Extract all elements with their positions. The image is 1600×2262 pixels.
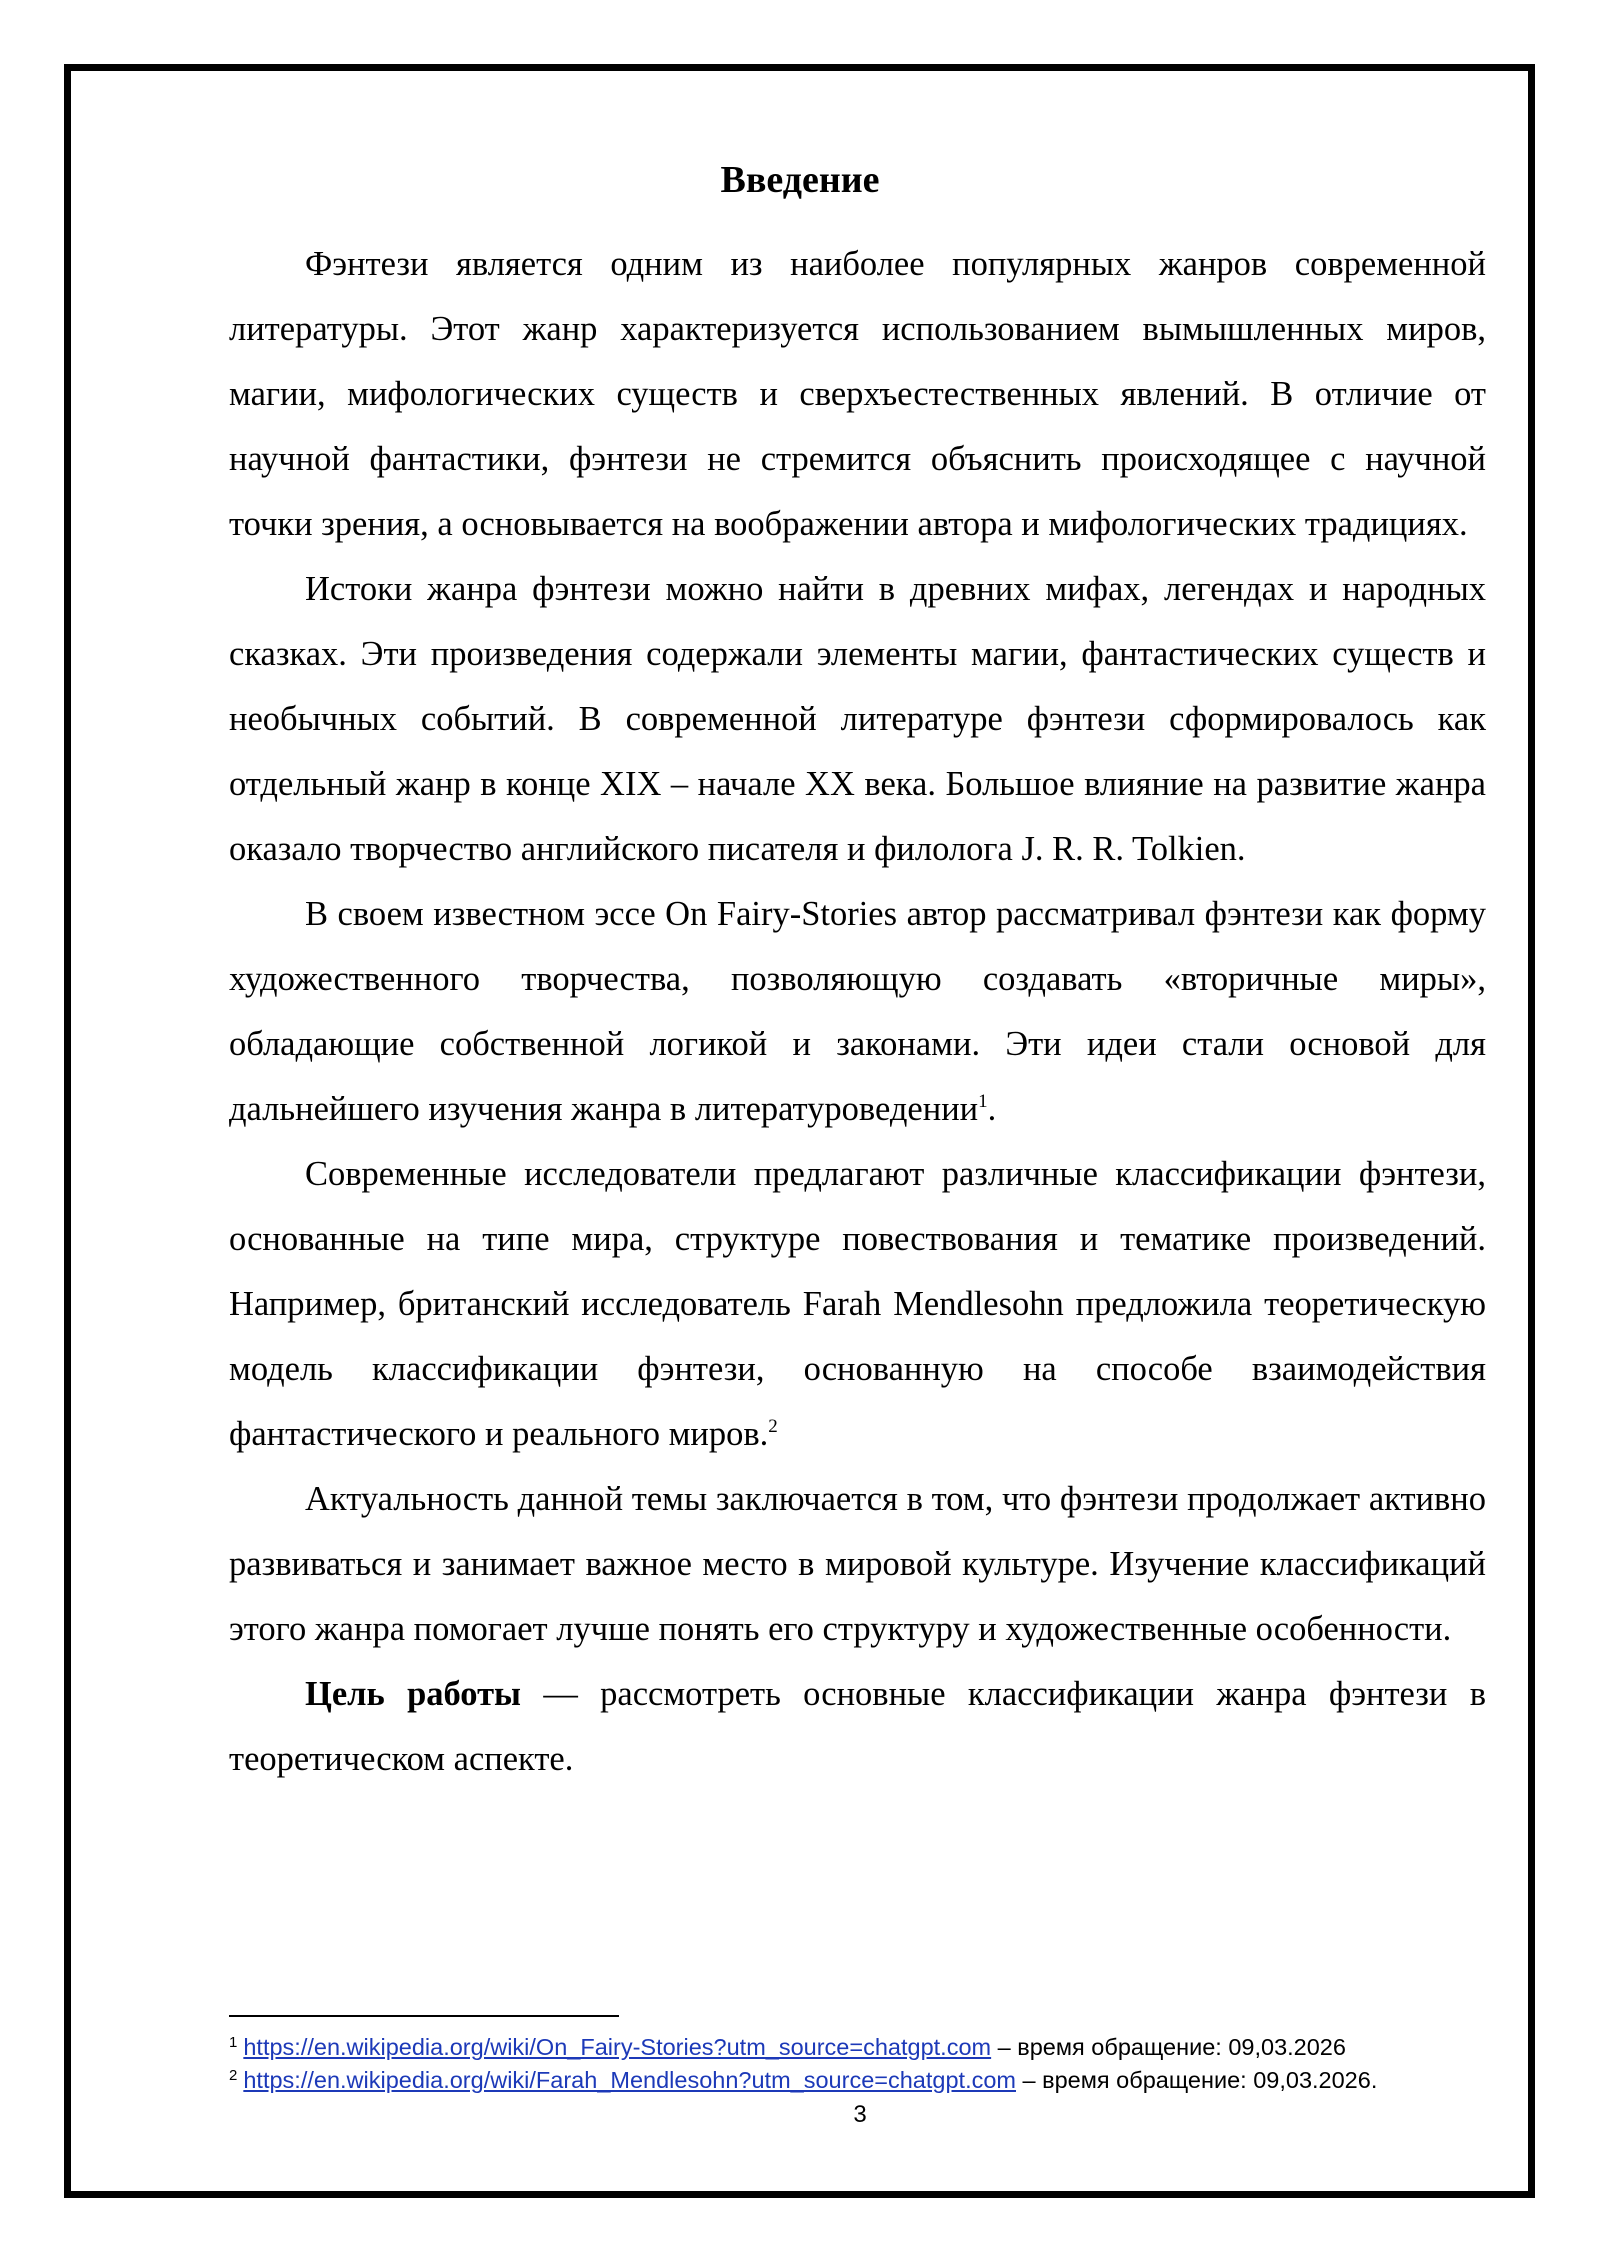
footnotes [229,2031,1559,2097]
page-title: Введение [720,159,880,201]
paragraph-3-text: В своем известном эссе On Fairy-Stories автор рассматривал фэнтези как форму художественного творчества, позволяющую создавать «вторичные миры», обладающие собственной логикой и законами. Эти идеи стали основой для дальнейшего изучения жанра в литературоведении [229,895,1486,1128]
footnote-1-mark: 1 [229,2034,238,2051]
paragraph-3-end: . [987,1090,997,1128]
paragraph-4 [229,1142,1486,1467]
footnote-1 [229,2031,1559,2064]
page-number: 3 [853,2101,867,2128]
footnote-1-link[interactable]: https://en.wikipedia.org/wiki/On_Fairy-Stories?utm_source=chatgpt.com [243,2034,992,2060]
paragraph-2-text: Истоки жанра фэнтези можно найти в древних мифах, легендах и народных сказках. Эти произведения содержали элементы магии, фантастических существ и необычных событий. В современной литературе фэнтези сформировалось как отдельный жанр в конце XIX – начале XX века. Большое влияние на развитие жанра оказало творчество английского писателя и филолога J. R. R. Tolkien. [229,570,1486,868]
goal-text: — рассмотреть основные классификации жанра фэнтези в теоретическом аспекте. [229,1675,1486,1778]
paragraph-1-text: Фэнтези является одним из наиболее популярных жанров современной литературы. Этот жанр характеризуется использованием вымышленных миров, магии, мифологических существ и сверхъестественных явлений. В отличие от научной фантастики, фэнтези не стремится объяснить происходящее с научной точки зрения, а основывается на воображении автора и мифологических традициях. [229,245,1486,543]
goal-paragraph [229,1662,1486,1792]
goal-label: Цель работы [305,1675,521,1713]
paragraph-5-text: Актуальность данной темы заключается в том, что фэнтези продолжает активно развиваться и занимает важное место в мировой культуре. Изучение классификаций этого жанра помогает лучше понять его структуру и художественные особенности. [229,1480,1486,1648]
paragraph-1 [229,232,1486,557]
footnote-2 [229,2064,1559,2097]
footnote-1-note: – время обращение: 09,03.2026 [991,2034,1346,2060]
footnote-2-link[interactable]: https://en.wikipedia.org/wiki/Farah_Mendlesohn?utm_source=chatgpt.com [243,2067,1016,2093]
footnote-ref-2[interactable]: 2 [768,1416,778,1437]
footnote-ref-1[interactable]: 1 [978,1091,988,1112]
paragraph-5 [229,1467,1486,1662]
footnote-2-mark: 2 [229,2067,238,2084]
footnote-separator [229,2015,619,2017]
paragraph-3 [229,882,1486,1142]
paragraph-2 [229,557,1486,882]
footnote-2-note: – время обращение: 09,03.2026. [1016,2067,1378,2093]
document-body [229,232,1486,1792]
paragraph-4-text: Современные исследователи предлагают различные классификации фэнтези, основанные на типе мира, структуре повествования и тематике произведений. Например, британский исследователь Farah Mendlesohn предложила теоретическую модель классификации фэнтези, основанную на способе взаимодействия фантастического и реального миров. [229,1155,1486,1453]
